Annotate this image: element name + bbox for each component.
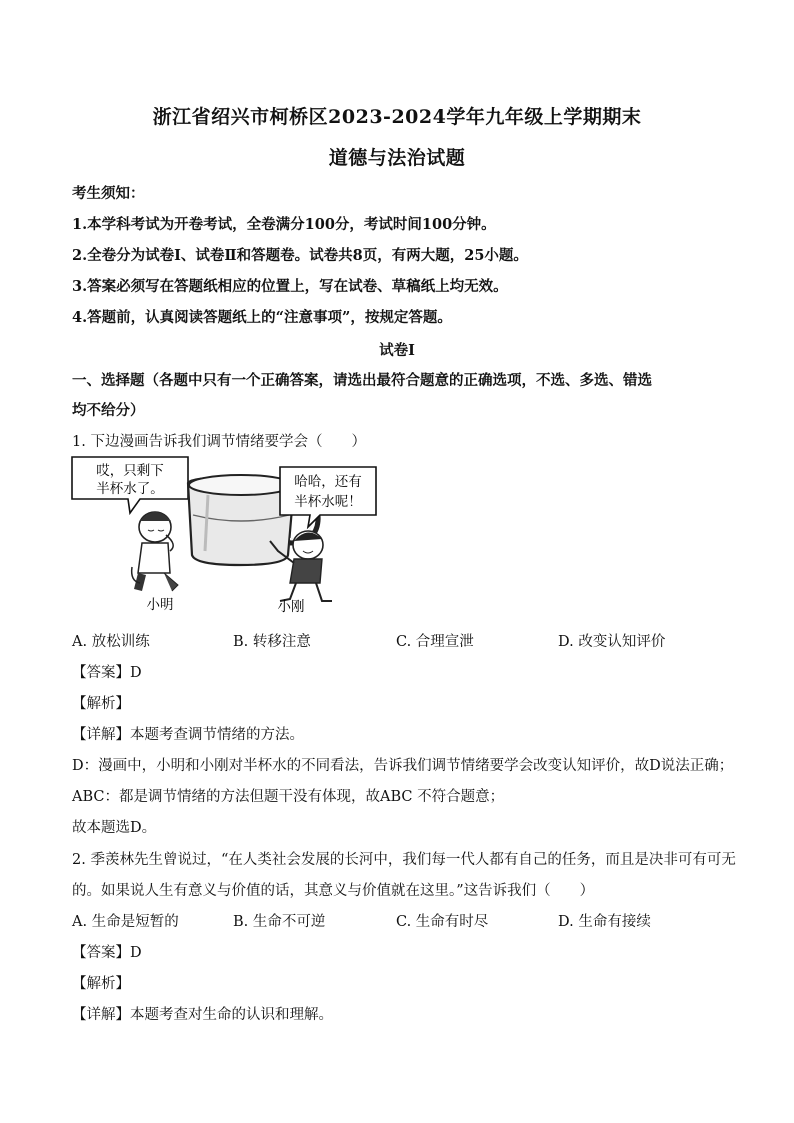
q2-stem-line1: 2. 季羡林先生曾说过，“在人类社会发展的长河中，我们每一代人都有自己的任务，而且是决非可有可无 — [72, 852, 736, 868]
q2-detail: 【详解】本题考查对生命的认识和理解。 — [72, 1007, 333, 1023]
q2-answer: 【答案】D — [72, 945, 142, 961]
label-xiaoming: 小明 — [146, 597, 174, 612]
label-xiaogang: 小刚 — [277, 599, 305, 614]
q2-option-b[interactable]: B. 生命不可逆 — [233, 914, 326, 930]
q2-option-c[interactable]: C. 生命有时尽 — [396, 914, 489, 930]
q2-option-a[interactable]: A. 生命是短暂的 — [72, 914, 179, 930]
q1-detail: 【详解】本题考查调节情绪的方法。 — [72, 727, 304, 743]
q1-stem: 1. 下边漫画告诉我们调节情绪要学会（ ） — [72, 434, 366, 450]
q2-stem-line2: 的。如果说人生有意义与价值的话，其意义与价值就在这里。”这告诉我们（ ） — [72, 883, 595, 899]
q1-answer: 【答案】D — [72, 665, 142, 681]
q1-option-b[interactable]: B. 转移注意 — [233, 634, 311, 650]
part-title-line1: 一、选择题（各题中只有一个正确答案，请选出最符合题意的正确选项，不选、多选、错选 — [72, 372, 652, 389]
bubble-right-line2: 半杯水呢！ — [294, 494, 362, 509]
q2-option-d[interactable]: D. 生命有接续 — [558, 914, 651, 930]
bubble-left-line2: 半杯水了。 — [96, 481, 164, 496]
notice-item-3: 3.答案必须写在答题纸相应的位置上，写在试卷、草稿纸上均无效。 — [72, 278, 508, 295]
q2-analysis-label: 【解析】 — [72, 976, 130, 992]
q1-option-d[interactable]: D. 改变认知评价 — [558, 634, 666, 650]
notice-heading: 考生须知： — [72, 185, 145, 202]
bubble-left-line1: 哎，只剩下 — [96, 463, 164, 478]
q1-explanation-line3: 故本题选D。 — [72, 820, 157, 836]
q1-explanation-line1: D：漫画中，小明和小刚对半杯水的不同看法，告诉我们调节情绪要学会改变认知评价，故D说法正确； — [72, 758, 734, 774]
notice-item-4: 4.答题前，认真阅读答题纸上的“注意事项”，按规定答题。 — [72, 309, 452, 326]
cartoon-drawing — [70, 455, 390, 615]
exam-title-line1: 浙江省绍兴市柯桥区2023-2024学年九年级上学期期末 — [152, 106, 642, 128]
q1-explanation-line2: ABC：都是调节情绪的方法但题干没有体现，故ABC 不符合题意； — [72, 789, 505, 805]
q1-option-a[interactable]: A. 放松训练 — [72, 634, 150, 650]
q1-cartoon — [70, 455, 390, 615]
q1-analysis-label: 【解析】 — [72, 696, 130, 712]
q1-option-c[interactable]: C. 合理宣泄 — [396, 634, 474, 650]
paper-label: 试卷Ⅰ — [379, 342, 415, 359]
xiaoming-figure — [132, 512, 178, 591]
exam-title-line2: 道德与法治试题 — [328, 147, 466, 169]
notice-item-2: 2.全卷分为试卷Ⅰ、试卷Ⅱ和答题卷。试卷共8页，有两大题，25小题。 — [72, 247, 528, 264]
bubble-right-line1: 哈哈，还有 — [294, 474, 362, 489]
part-title-line2: 均不给分） — [72, 402, 145, 419]
notice-item-1: 1.本学科考试为开卷考试，全卷满分100分，考试时间100分钟。 — [72, 216, 496, 233]
